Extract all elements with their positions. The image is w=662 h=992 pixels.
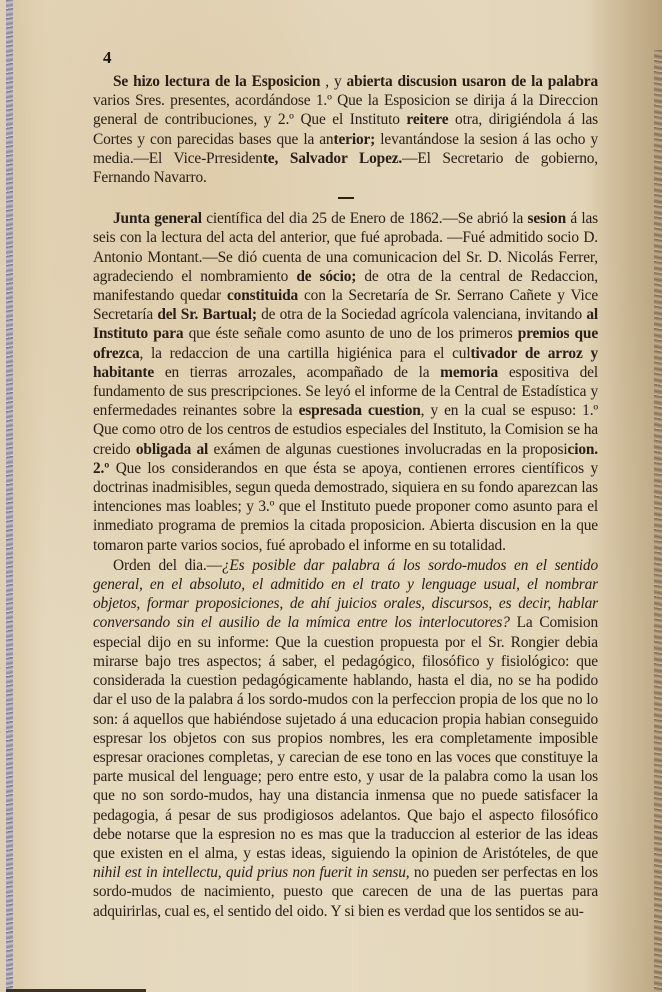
text-run: tivador de arroz y habitante xyxy=(93,344,598,381)
text-run: de sócio; xyxy=(296,267,357,285)
text-run: varios Sres. presentes, acordándose 1.º Que la Esposicion se dirija á la Direccion general de contribuciones, y 2.º Que el Instituto xyxy=(93,92,598,129)
text-run: Se hizo lectura de la Esposicion xyxy=(113,73,321,90)
text-run: abierta discusion usaron de la palabra xyxy=(346,73,599,90)
section-separator xyxy=(338,197,354,199)
text-run: otra, dirigiéndola á las Cortes y con parecidas bases que la an xyxy=(93,111,598,148)
text-run: , y en la cual se espuso: 1.º Que como otro de los centros de estudios especiales del Instituto, la Comision se ha creido xyxy=(93,402,599,458)
scanned-page xyxy=(6,0,662,992)
text-run: espresada cuestion xyxy=(298,402,421,420)
text-run: te, Salvador Lopez. xyxy=(262,149,403,167)
session-closing-paragraph xyxy=(93,72,598,187)
text-run: nihil est in intellectu, quid prius non fuerit in sensu xyxy=(93,864,406,882)
text-run: —El Secretario de gobierno, Fernando Navarro. xyxy=(93,149,599,187)
junta-general-paragraph xyxy=(93,209,598,555)
text-run: Que los considerandos en que ésta se apoya, contienen errores científicos y doctrinas inadmisibles, segun queda demostrado, siquiera en su fondo aparezcan las intenciones mas loables; y 3.º que el Instituto puede proponer como asunto para el inmediato programa de premios la citada proposicion. Abierta discusion en la que tomaron parte varios socios, fué aprobado el informe en su totalidad. xyxy=(93,459,598,554)
text-run: sesion xyxy=(527,210,566,228)
text-run: á las seis con la lectura del acta del anterior, que fué aprobada. —Fué admitido socio D. Antonio Montant.—Se dió cuenta de una comunicacion del Sr. D. Nicolás Ferrer, agradeciendo el nombramiento xyxy=(93,210,598,285)
text-run: del Sr. Bartual; xyxy=(157,306,257,324)
text-run: levantándose la sesion á las ocho y media.—El Vice-Prresiden xyxy=(93,130,598,167)
page-body xyxy=(93,48,598,921)
text-run: obligada al xyxy=(135,440,209,458)
book-binding-edge xyxy=(6,0,13,992)
page-number: 4 xyxy=(103,48,112,67)
text-run: memoria xyxy=(440,363,499,381)
text-run: ¿Es posible dar palabra á los sordo-mudos en el sentido general, en el absoluto, el admitido en el trato y lenguage usual, el nombrar objetos, formar proposiciones, de ahí juicios orales, discursos, es decir, hablar conversando sin el ausilio de la mímica entre los interlocutores? xyxy=(93,556,598,632)
text-run: científica del dia 25 de Enero de 1862.—Se abrió la xyxy=(201,210,528,228)
text-run: de otra de la central de Redaccion, manifestando quedar xyxy=(93,267,598,305)
text-run: reitere xyxy=(406,111,449,129)
text-run: espositiva del fundamento de sus prescripciones. Se leyó el informe de la Central de Estadística y enfermedades reinantes sobre la xyxy=(93,363,598,420)
text-run: , la redaccion de una cartilla higiénica para el cul xyxy=(139,344,471,362)
text-run: La Comision especial dijo en su informe: Que la cuestion propuesta por el Sr. Rongier debia mirarse bajo tres aspectos; á saber, el pedagógico, filosófico y fisiológico: que considerada la cuestion pedagógicamente hablando, hasta el dia, no se ha podido dar el uso de la palabra á los sordo-mudos con la perfeccion propia de los que no lo son: á aquellos que habiéndose sujetado á una educacion propia habian conseguido espresar los objetos con sus propios nombres, les era completamente imposible espresar oraciones completas, y carecian de ese tono en las voces que constituye la parte musical del lenguage; pero entre esto, y usar de la palabra como la usan los que no son sordo-mudos, hay una distancia inmensa que no puede satisfacer la pedagogia, á pesar de sus prodigiosos adelantos. Que bajo el aspecto filosófico debe notarse que la espresion no es mas que la traduccion al esterior de las ideas que existen en el alma, y estas ideas, siguiendo la opinion de Aristóteles, de que xyxy=(93,614,598,862)
orden-del-dia-paragraph xyxy=(93,556,598,921)
text-run: , y xyxy=(320,73,347,90)
text-run: con la Secretaría de Sr. Serrano Cañete y Vice Secretaría xyxy=(93,287,599,324)
text-run: constituida xyxy=(226,287,299,305)
text-run: , no pueden ser perfectas en los sordo-mudos de nacimiento, puesto que carecen de una de las puertas para adquirirlas, cual es, el sentido del oido. Y si bien es verdad que los sentidos se au- xyxy=(93,864,599,920)
text-run: cion. 2.º xyxy=(93,440,598,477)
text-run: que éste señale como asunto de uno de los primeros xyxy=(183,325,518,343)
text-run: de otra de la Sociedad agrícola valenciana, invitando xyxy=(256,306,587,324)
text-run: terior; xyxy=(333,130,376,148)
page-right-edge xyxy=(654,50,662,992)
text-run: Junta general xyxy=(113,210,202,228)
text-run: premios que ofrezca xyxy=(93,325,599,362)
text-run: exámen de algunas cuestiones involucradas en la proposi xyxy=(208,440,568,458)
text-run: al Instituto para xyxy=(93,306,598,343)
text-run: en tierras arrozales, acompañado de la xyxy=(154,363,441,381)
text-run: Orden del dia.— xyxy=(113,556,222,574)
